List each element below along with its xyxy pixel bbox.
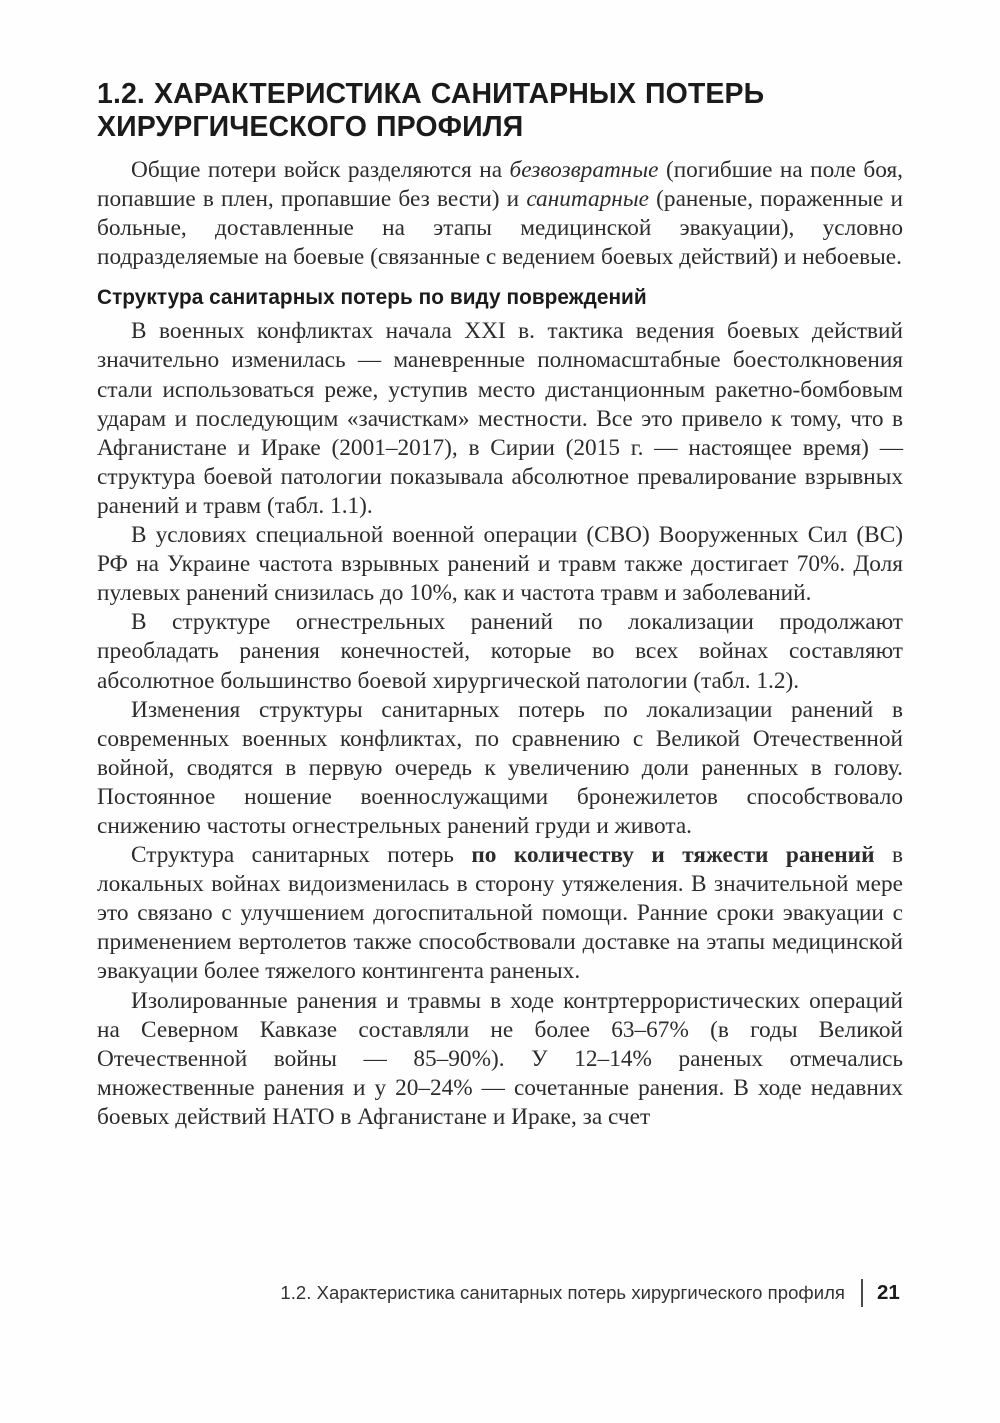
- chapter-title-line-1: 1.2. ХАРАКТЕРИСТИКА САНИТАРНЫХ ПОТЕРЬ: [97, 78, 765, 110]
- footer-divider: [861, 1279, 863, 1307]
- paragraph-localization-changes: Изменения структуры санитарных потерь по локализации ранений в современных военных конфликтах, по сравнению с Великой Отечественной войной, сводятся в первую очередь к увеличению доли раненных в голову. Постоянное ношение военнослужащими бронежилетов способствовало снижению частоты огнестрельных ранений груди и живота.: [97, 696, 903, 839]
- emphasis-sanitarnye: санитарные: [526, 186, 649, 213]
- paragraph-text-segment: Общие потери войск разделяются на: [131, 157, 510, 183]
- paragraph-text-segment: (раненые, пораженные и больные, доставленные на этапы медицинской эвакуации), условно подразделяемые на боевые (связанные с ведением боевых действий) и небоевые.: [97, 186, 903, 271]
- paragraph-text-segment: (погибшие на поле боя, попавшие в плен, пропавшие без вести) и: [97, 157, 903, 213]
- footer-page-number: 21: [877, 1281, 900, 1304]
- paragraph-isolated-wounds: Изолированные ранения и травмы в ходе контртеррористических операций на Северном Кавказе составляли не более 63–67% (в годы Великой Отечественной войны — 85–90%). У 12–14% раненых отмечались множественные ранения и у 20–24% — сочетанные ранения. В ходе недавних боевых действий НАТО в Афганистане и Ираке, за счет: [97, 987, 903, 1130]
- paragraph-gunshot-localization: В структуре огнестрельных ранений по локализации продолжают преобладать ранения конечностей, которые во всех войнах составляют абсолютное большинство боевой хирургической патологии (табл. 1.2).: [97, 609, 903, 694]
- paragraph-text-segment: в локальных войнах видоизменилась в сторону утяжеления. В значительной мере это связано с улучшением догоспитальной помощи. Ранние сроки эвакуации с применением вертолетов также способствовали доставке на этапы медицинской эвакуации более тяжелого контингента раненых.: [97, 842, 903, 985]
- subheading-structure-by-injury-type: Структура санитарных потерь по виду повреждений: [97, 286, 647, 310]
- paragraph-quantity-severity: [97, 841, 903, 986]
- emphasis-bezvozvratnye: безвозвратные: [509, 157, 659, 183]
- paragraph-svo-statistics: В условиях специальной военной операции (СВО) Вооруженных Сил (ВС) РФ на Украине частота взрывных ранений и травм также достигает 70%. Доля пулевых ранений снизилась до 10%, как и частота травм и заболеваний.: [97, 522, 903, 607]
- chapter-title-line-2: ХИРУРГИЧЕСКОГО ПРОФИЛЯ: [97, 111, 524, 143]
- footer-running-title: 1.2. Характеристика санитарных потерь хирургического профиля: [280, 1282, 845, 1303]
- page-footer: [97, 1279, 903, 1307]
- page-title: [97, 78, 903, 144]
- emphasis-quantity-severity: по количеству и тяжести ранений: [471, 842, 875, 869]
- paragraph-text-segment: Структура санитарных потерь: [131, 842, 472, 869]
- paragraph-modern-conflicts: В военных конфликтах начала XXI в. тактика ведения боевых действий значительно изменилась — маневренные полномасштабные боестолкновения стали использоваться реже, уступив место дистанционным ракетно-бомбовым ударам и последующим «зачисткам» местности. Все это привело к тому, что в Афганистане и Ираке (2001–2017), в Сирии (2015 г. — настоящее время) — структура боевой патологии показывала абсолютное превалирование взрывных ранений и травм (табл. 1.1).: [97, 318, 903, 519]
- paragraph-definitions: [97, 156, 903, 272]
- page-content: [97, 78, 903, 1132]
